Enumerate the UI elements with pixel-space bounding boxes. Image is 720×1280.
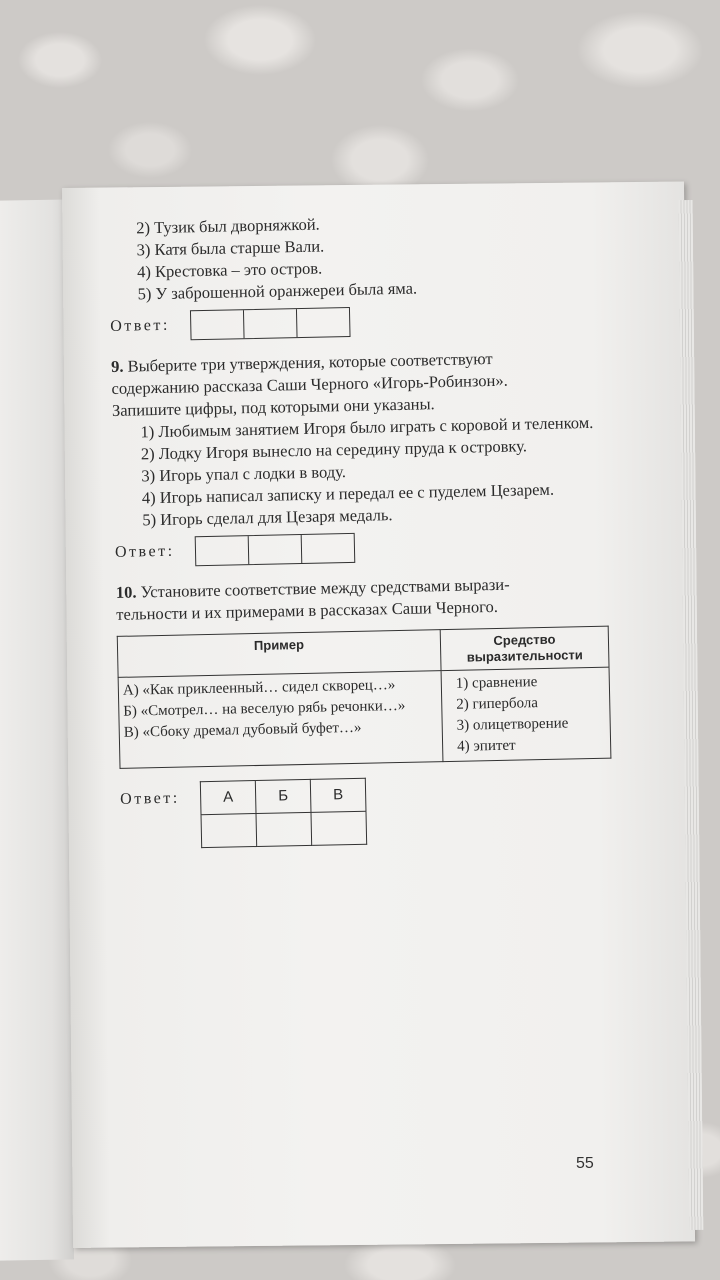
answer-cell[interactable] (201, 814, 257, 848)
answer-box[interactable] (191, 310, 245, 339)
q9-items (112, 412, 604, 532)
q8-item: 3) Катя была старше Вали. (136, 236, 325, 260)
answer-box[interactable] (297, 308, 350, 337)
answer-box[interactable] (249, 535, 303, 564)
example-item: В) «Сбоку дремал дубовый буфет…» (123, 719, 362, 741)
q8-answer (110, 302, 601, 342)
q9-text-line: Выберите три утверждения, которые соответствуют (127, 348, 493, 376)
answer-boxes[interactable] (195, 533, 356, 566)
answer-label: Ответ: (114, 542, 175, 561)
header-device: Средство выразительности (440, 626, 609, 671)
answer-grid[interactable] (200, 778, 367, 848)
examples-cell (118, 671, 443, 769)
q9-text-line: содержанию рассказа Саши Черного «Игорь-Робинзон». (111, 370, 508, 398)
answer-box[interactable] (244, 309, 298, 338)
q10-text-line: Установите соответствие между средствами вырази- (140, 574, 510, 602)
q8-item: 4) Крестовка – это остров. (136, 258, 323, 282)
answer-box[interactable] (302, 534, 355, 563)
q10-answer (120, 773, 611, 850)
matching-table (117, 626, 612, 769)
example-item: А) «Как приклеенный… сидел скворец…» (122, 677, 396, 699)
answer-column-header: В (310, 778, 366, 812)
header-example: Пример (117, 630, 441, 678)
answer-column-header: Б (255, 779, 311, 813)
device-item: 4) эпитет (456, 737, 516, 755)
q8-item: 5) У заброшенной оранжереи была яма. (137, 278, 418, 304)
q9-item: 5) Игорь сделал для Цезаря медаль. (142, 505, 393, 530)
answer-cell[interactable] (256, 812, 312, 846)
q10-number: 10. (115, 582, 137, 602)
devices-cell (441, 667, 611, 761)
q9-item: 3) Игорь упал с лодки в воду. (141, 462, 347, 486)
q9-number: 9. (110, 356, 124, 376)
q10-prompt (116, 572, 607, 626)
answer-column-header: А (200, 781, 256, 815)
device-item: 3) олицетворение (456, 715, 569, 734)
page-content (108, 208, 611, 858)
q9-text-line: Запишите цифры, под которыми они указаны. (111, 394, 435, 420)
q9-item: 1) Любимым занятием Игоря было играть с коровой и теленком. (140, 412, 594, 442)
q10-text-line: тельности и их примерами в рассказах Саши Черного. (116, 596, 499, 624)
answer-label: Ответ: (120, 789, 180, 808)
answer-label: Ответ: (110, 316, 170, 335)
answer-box[interactable] (196, 536, 250, 565)
example-item: Б) «Смотрел… на веселую рябь речонки…» (123, 697, 406, 720)
device-item: 1) сравнение (455, 674, 538, 692)
answer-boxes[interactable] (190, 307, 351, 340)
q8-items (108, 208, 600, 306)
q8-item: 2) Тузик был дворняжкой. (136, 214, 320, 238)
q9-item: 2) Лодку Игоря вынесло на середину пруда к островку. (140, 436, 528, 464)
q9-item: 4) Игорь написал записку и передал ее с пуделем Цезарем. (141, 479, 555, 508)
q9-prompt (111, 346, 602, 422)
q9-answer (115, 528, 606, 568)
answer-cell[interactable] (311, 811, 367, 845)
page-number: 55 (576, 1155, 594, 1172)
device-item: 2) гипербола (456, 695, 539, 713)
